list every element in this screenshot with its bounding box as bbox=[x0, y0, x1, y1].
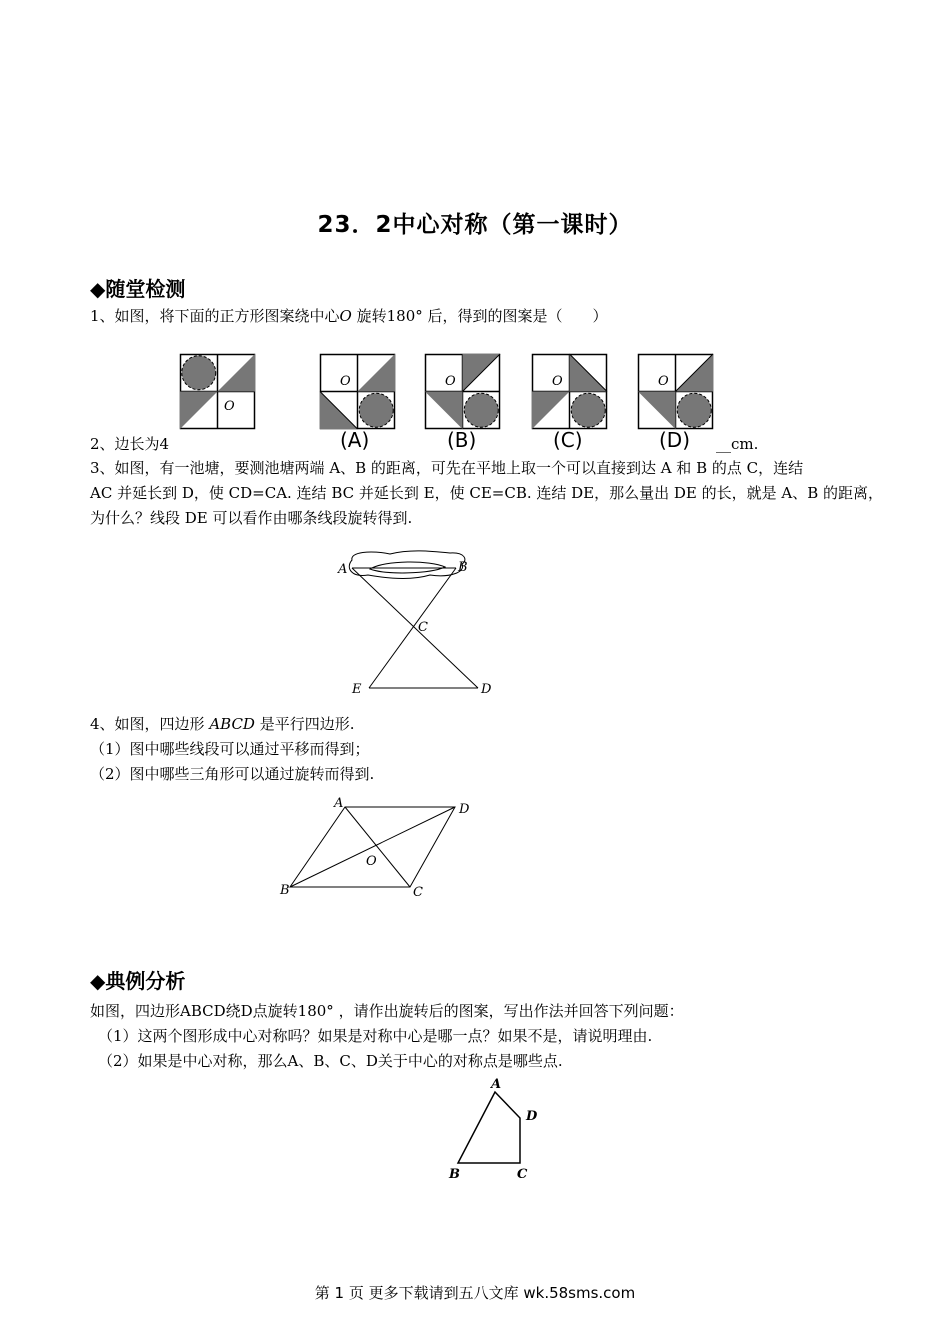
question-4-sub-2: （2）图中哪些三角形可以通过旋转而得到. bbox=[90, 765, 375, 783]
pond-point-d: D bbox=[481, 682, 492, 697]
page-footer: 第 1 页 更多下载请到五八文库 wk.58sms.com bbox=[314, 1284, 636, 1302]
question-1-text-before: 1、如图，将下面的正方形图案绕中心 bbox=[90, 307, 340, 325]
pond-point-a: A bbox=[338, 562, 348, 577]
option-d-pattern bbox=[638, 354, 713, 429]
option-a-grid-label: O bbox=[340, 374, 351, 389]
option-c-pattern bbox=[532, 354, 607, 429]
page-title: 23．2中心对称（第一课时） bbox=[317, 212, 633, 238]
quad-point-c: C bbox=[517, 1167, 528, 1182]
pond-point-b: B bbox=[458, 560, 468, 575]
section-heading-examples: ◆典例分析 bbox=[90, 969, 186, 993]
example-sub-2: （2）如果是中心对称，那么A、B、C、D关于中心的对称点是哪些点. bbox=[98, 1052, 563, 1070]
example-intro: 如图，四边形ABCD绕D点旋转180° ，请作出旋转后的图案，写出作法并回答下列问题： bbox=[90, 1002, 684, 1020]
quad-point-b: B bbox=[449, 1167, 460, 1182]
option-d-label: (D) bbox=[659, 428, 691, 452]
option-b-label: (B) bbox=[447, 428, 477, 452]
section-heading-practice: ◆随堂检测 bbox=[90, 277, 186, 301]
parallelogram-point-c: C bbox=[413, 885, 423, 900]
option-b-grid-label: O bbox=[445, 374, 456, 389]
parallelogram-point-o: O bbox=[366, 854, 377, 869]
parallelogram-diagram bbox=[270, 792, 490, 902]
question-4-line-1 bbox=[90, 714, 355, 734]
pond-point-c: C bbox=[418, 620, 428, 635]
pond-diagram bbox=[330, 548, 500, 698]
parallelogram-point-d: D bbox=[459, 802, 470, 817]
question-2-text-start: 2、边长为4 bbox=[90, 435, 170, 453]
quad-point-a: A bbox=[491, 1077, 502, 1092]
question-4-text-after: 是平行四边形. bbox=[254, 715, 355, 733]
option-c-grid-label: O bbox=[552, 374, 563, 389]
option-a-label: (A) bbox=[340, 428, 370, 452]
pond-point-e: E bbox=[352, 682, 362, 697]
question-2-text-end: __cm. bbox=[716, 435, 759, 453]
question-4-shape-name: ABCD bbox=[209, 715, 255, 733]
question-4-sub-1: （1）图中哪些线段可以通过平移而得到； bbox=[90, 740, 370, 758]
question-4-text-before: 4、如图，四边形 bbox=[90, 715, 210, 733]
option-c-label: (C) bbox=[553, 428, 583, 452]
option-b-pattern bbox=[425, 354, 500, 429]
question-3-line-2: AC 并延长到 D，使 CD=CA. 连结 BC 并延长到 E，使 CE=CB. 连结 DE，那么量出 DE 的长，就是 A、B 的距离， bbox=[90, 484, 884, 502]
quad-point-d: D bbox=[526, 1109, 538, 1124]
question-3-line-3: 为什么？线段 DE 可以看作由哪条线段旋转得到. bbox=[90, 509, 413, 527]
parallelogram-point-a: A bbox=[334, 796, 344, 811]
question-1-center: O bbox=[339, 307, 352, 325]
question-1-text bbox=[90, 306, 608, 326]
question-1-grid-label: O bbox=[224, 399, 235, 414]
question-1-original-pattern bbox=[180, 354, 255, 429]
quadrilateral-diagram bbox=[440, 1074, 550, 1184]
parallelogram-point-b: B bbox=[280, 883, 290, 898]
option-d-grid-label: O bbox=[658, 374, 669, 389]
question-1-text-after: 旋转180° 后，得到的图案是（ ） bbox=[351, 307, 608, 325]
question-3-line-1: 3、如图，有一池塘，要测池塘两端 A、B 的距离，可先在平地上取一个可以直接到达 A 和 B 的点 C，连结 bbox=[90, 459, 804, 477]
option-a-pattern bbox=[320, 354, 395, 429]
example-sub-1: （1）这两个图形成中心对称吗？如果是对称中心是哪一点？如果不是，请说明理由. bbox=[98, 1027, 653, 1045]
